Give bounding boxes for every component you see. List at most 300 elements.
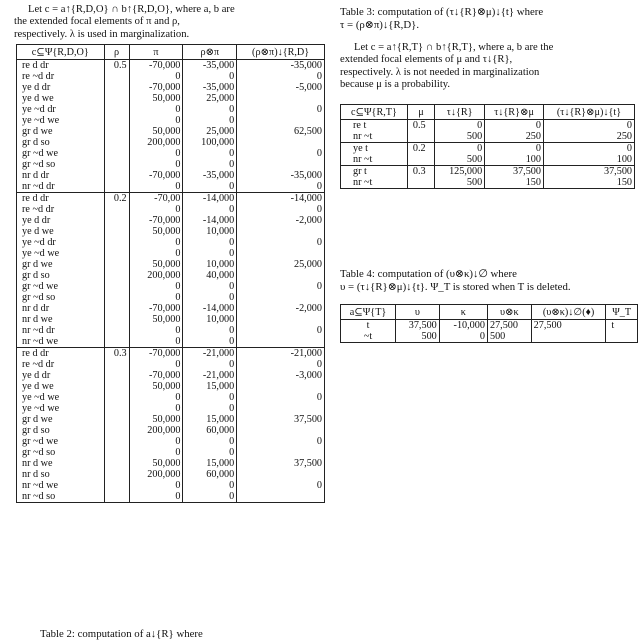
row-label: gr ~d we: [17, 436, 105, 447]
product-cell: 0: [183, 204, 237, 215]
product-cell: 27,500: [487, 320, 531, 332]
table3: [340, 104, 635, 189]
rho-cell: [104, 359, 129, 370]
product-cell: 0: [183, 181, 237, 193]
table-row: [341, 154, 635, 166]
row-label: re d dr: [17, 60, 105, 72]
row-label: gr d we: [17, 259, 105, 270]
table-row: [17, 126, 325, 137]
product-cell: -21,000: [183, 348, 237, 360]
rho-cell: [104, 237, 129, 248]
product-cell: 15,000: [183, 414, 237, 425]
pi-cell: 200,000: [129, 270, 183, 281]
marginal-cell: [237, 292, 325, 303]
rho-cell: [104, 226, 129, 237]
row-label: t: [341, 320, 396, 332]
product-cell: 150: [485, 177, 544, 189]
row-label: gr ~d so: [17, 447, 105, 458]
row-label: re ~d dr: [17, 71, 105, 82]
table3-paragraph-line: because μ is a probability.: [340, 79, 451, 91]
row-label: nr d dr: [17, 303, 105, 314]
marginal-cell: 100: [543, 154, 634, 166]
table-row: [17, 447, 325, 458]
table-row: [17, 392, 325, 403]
table-row: [17, 193, 325, 205]
product-cell: 0: [183, 480, 237, 491]
column-header: c⊆Ψ{R,D,O}: [17, 45, 105, 60]
pi-cell: 0: [129, 159, 183, 170]
pi-cell: 0: [129, 104, 183, 115]
product-cell: 60,000: [183, 469, 237, 480]
pi-cell: 50,000: [129, 414, 183, 425]
marginal-cell: [237, 491, 325, 503]
rho-cell: [104, 314, 129, 325]
table4-caption-line: υ = (τ↓{R}⊗μ)↓{t}. Ψ_T is stored when T is deleted.: [340, 281, 571, 293]
psi-cell: [606, 331, 638, 343]
marginal-cell: [237, 425, 325, 436]
table4: [340, 304, 638, 343]
row-label: ye d we: [17, 226, 105, 237]
rho-cell: [104, 148, 129, 159]
product-cell: 10,000: [183, 314, 237, 325]
table-row: [17, 82, 325, 93]
row-label: ye d we: [17, 381, 105, 392]
pi-cell: 50,000: [129, 458, 183, 469]
rho-cell: [104, 137, 129, 148]
row-label: re ~d dr: [17, 359, 105, 370]
marginal-cell: -21,000: [237, 348, 325, 360]
rho-cell: [104, 215, 129, 226]
marginal-cell: [237, 115, 325, 126]
product-cell: 0: [183, 71, 237, 82]
pi-cell: -70,000: [129, 370, 183, 381]
marginal-cell: 0: [237, 181, 325, 193]
table-row: [17, 137, 325, 148]
marginal-cell: -2,000: [237, 215, 325, 226]
product-cell: 40,000: [183, 270, 237, 281]
table-row: [17, 303, 325, 314]
row-label: nr d dr: [17, 170, 105, 181]
table-row: [341, 131, 635, 143]
product-cell: 0: [183, 281, 237, 292]
pi-cell: 200,000: [129, 137, 183, 148]
tau-cell: 125,000: [435, 166, 485, 178]
pi-cell: 0: [129, 403, 183, 414]
product-cell: 25,000: [183, 93, 237, 104]
left-computation-table: [16, 44, 325, 503]
table-row: [17, 159, 325, 170]
product-cell: 0: [183, 359, 237, 370]
row-label: nr ~t: [341, 131, 408, 143]
product-cell: 37,500: [485, 166, 544, 178]
product-cell: 250: [485, 131, 544, 143]
rho-cell: [104, 436, 129, 447]
rho-cell: [104, 248, 129, 259]
marginal-cell: [237, 270, 325, 281]
table-row: [17, 458, 325, 469]
marginal-cell: 250: [543, 131, 634, 143]
table-row: [17, 248, 325, 259]
row-label: ye d dr: [17, 370, 105, 381]
pi-cell: 0: [129, 115, 183, 126]
kappa-cell: -10,000: [439, 320, 487, 332]
row-label: gr d we: [17, 414, 105, 425]
table-row: [17, 215, 325, 226]
marginal-cell: 37,500: [543, 166, 634, 178]
product-cell: 500: [487, 331, 531, 343]
row-label: ye ~d dr: [17, 237, 105, 248]
rho-cell: [104, 392, 129, 403]
rho-cell: [104, 491, 129, 503]
marginal-cell: -35,000: [237, 60, 325, 72]
row-label: ~t: [341, 331, 396, 343]
pi-cell: -70,000: [129, 303, 183, 314]
tau-cell: 500: [435, 177, 485, 189]
pi-cell: 0: [129, 181, 183, 193]
marginal-cell: 0: [543, 143, 634, 155]
product-cell: 10,000: [183, 226, 237, 237]
rho-cell: [104, 159, 129, 170]
pi-cell: 0: [129, 292, 183, 303]
table-row: [17, 104, 325, 115]
marginal-cell: [237, 159, 325, 170]
column-header: a⊆Ψ{T}: [341, 305, 396, 320]
rho-cell: [104, 170, 129, 181]
table-row: [17, 237, 325, 248]
table-row: [17, 71, 325, 82]
marginal-cell: 0: [543, 120, 634, 132]
row-label: ye ~d we: [17, 248, 105, 259]
table-row: [17, 170, 325, 181]
column-header: ρ: [104, 45, 129, 60]
row-label: re ~d dr: [17, 204, 105, 215]
marginal-cell: [237, 248, 325, 259]
table-row: [341, 331, 638, 343]
pi-cell: 0: [129, 204, 183, 215]
row-label: ye d dr: [17, 215, 105, 226]
row-label: gr d we: [17, 126, 105, 137]
column-header: τ↓{R}⊗μ: [485, 105, 544, 120]
marginal-cell: [237, 226, 325, 237]
mu-cell: 0.5: [407, 120, 434, 132]
rho-cell: 0.5: [104, 60, 129, 72]
mu-cell: [407, 177, 434, 189]
product-cell: 0: [183, 148, 237, 159]
product-cell: 0: [183, 336, 237, 348]
tau-cell: 0: [435, 143, 485, 155]
table-row: [17, 270, 325, 281]
pi-cell: 50,000: [129, 314, 183, 325]
rho-cell: [104, 270, 129, 281]
pi-cell: 0: [129, 71, 183, 82]
table4-caption-line: Table 4: computation of (υ⊗κ)↓∅ where: [340, 268, 517, 280]
product-cell: 100: [485, 154, 544, 166]
rho-cell: [104, 71, 129, 82]
pi-cell: -70,000: [129, 60, 183, 72]
marginal-cell: 150: [543, 177, 634, 189]
row-label: gr d so: [17, 425, 105, 436]
rho-cell: [104, 425, 129, 436]
marginal-cell: 0: [237, 392, 325, 403]
rho-cell: [104, 93, 129, 104]
table-row: [17, 181, 325, 193]
column-header: ρ⊗π: [183, 45, 237, 60]
table-row: [17, 359, 325, 370]
marginal-cell: [237, 336, 325, 348]
rho-cell: 0.3: [104, 348, 129, 360]
table4-caption: [340, 268, 571, 294]
row-label: gr d so: [17, 270, 105, 281]
marginal-cell: 27,500: [531, 320, 606, 332]
table3-paragraph-line: extended focal elements of μ and τ↓{R},: [340, 54, 513, 66]
pi-cell: 0: [129, 237, 183, 248]
left-intro-line: Let c = a↑{R,D,O} ∩ b↑{R,D,O}, where a, b are: [28, 4, 235, 15]
table3-caption: [340, 6, 543, 32]
marginal-cell: 0: [237, 436, 325, 447]
marginal-cell: [531, 331, 606, 343]
pi-cell: 0: [129, 325, 183, 336]
marginal-cell: 62,500: [237, 126, 325, 137]
upsilon-cell: 37,500: [396, 320, 440, 332]
rho-cell: [104, 259, 129, 270]
row-label: gr ~d we: [17, 281, 105, 292]
tau-cell: 0: [435, 120, 485, 132]
pi-cell: 0: [129, 281, 183, 292]
rho-cell: [104, 181, 129, 193]
column-header: c⊆Ψ{R,T}: [341, 105, 408, 120]
product-cell: 0: [183, 248, 237, 259]
rho-cell: [104, 104, 129, 115]
pi-cell: 50,000: [129, 259, 183, 270]
column-header: (ρ⊗π)↓{R,D}: [237, 45, 325, 60]
rho-cell: [104, 469, 129, 480]
product-cell: 0: [183, 325, 237, 336]
product-cell: -14,000: [183, 193, 237, 205]
rho-cell: [104, 126, 129, 137]
product-cell: -14,000: [183, 303, 237, 314]
product-cell: 100,000: [183, 137, 237, 148]
row-label: re d dr: [17, 193, 105, 205]
marginal-cell: [237, 403, 325, 414]
column-header: κ: [439, 305, 487, 320]
pi-cell: 0: [129, 480, 183, 491]
table-row: [17, 469, 325, 480]
marginal-cell: -2,000: [237, 303, 325, 314]
pi-cell: -70,000: [129, 82, 183, 93]
table3-paragraph: [340, 42, 640, 92]
marginal-cell: 0: [237, 325, 325, 336]
product-cell: -35,000: [183, 82, 237, 93]
product-cell: 0: [183, 115, 237, 126]
table-row: [17, 436, 325, 447]
pi-cell: -70,00: [129, 193, 183, 205]
marginal-cell: 37,500: [237, 414, 325, 425]
row-label: nr d so: [17, 469, 105, 480]
table-row: [341, 166, 635, 178]
row-label: nr ~d dr: [17, 181, 105, 193]
pi-cell: 0: [129, 491, 183, 503]
table-row: [17, 60, 325, 72]
product-cell: 15,000: [183, 458, 237, 469]
pi-cell: 50,000: [129, 381, 183, 392]
pi-cell: 50,000: [129, 93, 183, 104]
product-cell: 0: [183, 436, 237, 447]
marginal-cell: [237, 137, 325, 148]
mu-cell: [407, 131, 434, 143]
column-header: Ψ_T: [606, 305, 638, 320]
table-row: [17, 226, 325, 237]
marginal-cell: 0: [237, 359, 325, 370]
row-label: nr d we: [17, 314, 105, 325]
row-label: nr d we: [17, 458, 105, 469]
marginal-cell: 0: [237, 480, 325, 491]
pi-cell: -70,000: [129, 215, 183, 226]
table-row: [341, 120, 635, 132]
product-cell: -21,000: [183, 370, 237, 381]
rho-cell: [104, 480, 129, 491]
mu-cell: [407, 154, 434, 166]
row-label: gr d so: [17, 137, 105, 148]
marginal-cell: -3,000: [237, 370, 325, 381]
tau-cell: 500: [435, 131, 485, 143]
pi-cell: 200,000: [129, 469, 183, 480]
pi-cell: 200,000: [129, 425, 183, 436]
table-row: [17, 480, 325, 491]
table-row: [17, 148, 325, 159]
column-header: υ: [396, 305, 440, 320]
product-cell: 0: [183, 237, 237, 248]
marginal-cell: 0: [237, 104, 325, 115]
row-label: nr ~d we: [17, 336, 105, 348]
rho-cell: [104, 281, 129, 292]
product-cell: 25,000: [183, 126, 237, 137]
pi-cell: 50,000: [129, 226, 183, 237]
marginal-cell: -35,000: [237, 170, 325, 181]
marginal-cell: 0: [237, 71, 325, 82]
row-label: nr ~d dr: [17, 325, 105, 336]
product-cell: 60,000: [183, 425, 237, 436]
table-row: [17, 370, 325, 381]
pi-cell: 0: [129, 359, 183, 370]
product-cell: 0: [183, 392, 237, 403]
column-header: (υ⊗κ)↓∅(♦): [531, 305, 606, 320]
left-intro-paragraph: [14, 4, 326, 41]
rho-cell: 0.2: [104, 193, 129, 205]
mu-cell: 0.2: [407, 143, 434, 155]
table-row: [341, 177, 635, 189]
rho-cell: [104, 403, 129, 414]
tau-cell: 500: [435, 154, 485, 166]
row-label: re t: [341, 120, 408, 132]
row-label: nr ~d we: [17, 480, 105, 491]
upsilon-cell: 500: [396, 331, 440, 343]
product-cell: 0: [183, 403, 237, 414]
product-cell: -14,000: [183, 215, 237, 226]
psi-cell: t: [606, 320, 638, 332]
table-row: [341, 320, 638, 332]
marginal-cell: [237, 93, 325, 104]
table-row: [17, 314, 325, 325]
product-cell: 0: [183, 104, 237, 115]
product-cell: 15,000: [183, 381, 237, 392]
table-row: [17, 403, 325, 414]
pi-cell: 0: [129, 336, 183, 348]
product-cell: 0: [485, 120, 544, 132]
marginal-cell: -5,000: [237, 82, 325, 93]
marginal-cell: [237, 469, 325, 480]
pi-cell: 0: [129, 447, 183, 458]
row-label: gr ~d so: [17, 159, 105, 170]
left-intro-line: respectively. λ is used in marginalization.: [14, 28, 190, 40]
rho-cell: [104, 336, 129, 348]
rho-cell: [104, 292, 129, 303]
table3-caption-line: Table 3: computation of (τ↓{R}⊗μ)↓{t} where: [340, 6, 544, 18]
table-row: [17, 491, 325, 503]
row-label: ye ~d dr: [17, 104, 105, 115]
rho-cell: [104, 370, 129, 381]
table-row: [17, 281, 325, 292]
product-cell: 0: [183, 159, 237, 170]
kappa-cell: 0: [439, 331, 487, 343]
column-header: τ↓{R}: [435, 105, 485, 120]
rho-cell: [104, 381, 129, 392]
marginal-cell: 25,000: [237, 259, 325, 270]
row-label: ye d dr: [17, 82, 105, 93]
row-label: gr ~d so: [17, 292, 105, 303]
product-cell: -35,000: [183, 60, 237, 72]
row-label: gr t: [341, 166, 408, 178]
table-row: [17, 425, 325, 436]
marginal-cell: 0: [237, 204, 325, 215]
table-row: [17, 204, 325, 215]
table-row: [17, 381, 325, 392]
marginal-cell: 0: [237, 281, 325, 292]
rho-cell: [104, 458, 129, 469]
rho-cell: [104, 115, 129, 126]
marginal-cell: [237, 381, 325, 392]
table-row: [17, 336, 325, 348]
row-label: nr ~d so: [17, 491, 105, 503]
table-row: [341, 143, 635, 155]
table3-paragraph-line: respectively. λ is not needed in marginalization: [340, 66, 540, 78]
table-row: [17, 325, 325, 336]
row-label: nr ~t: [341, 154, 408, 166]
pi-cell: -70,000: [129, 348, 183, 360]
table-row: [17, 292, 325, 303]
product-cell: 0: [183, 292, 237, 303]
column-header: π: [129, 45, 183, 60]
column-header: μ: [407, 105, 434, 120]
rho-cell: [104, 414, 129, 425]
table3-caption-line: τ = (ρ⊗π)↓{R,D}.: [340, 19, 420, 31]
marginal-cell: -14,000: [237, 193, 325, 205]
row-label: ye t: [341, 143, 408, 155]
product-cell: 10,000: [183, 259, 237, 270]
pi-cell: 0: [129, 248, 183, 259]
pi-cell: 50,000: [129, 126, 183, 137]
table-row: [17, 348, 325, 360]
column-header: υ⊗κ: [487, 305, 531, 320]
pi-cell: 0: [129, 436, 183, 447]
rho-cell: [104, 82, 129, 93]
pi-cell: 0: [129, 148, 183, 159]
product-cell: 0: [183, 447, 237, 458]
pi-cell: -70,000: [129, 170, 183, 181]
row-label: re d dr: [17, 348, 105, 360]
table-row: [17, 259, 325, 270]
marginal-cell: 0: [237, 148, 325, 159]
left-bottom-caption: Table 2: computation of a↓{R} where: [40, 628, 203, 640]
